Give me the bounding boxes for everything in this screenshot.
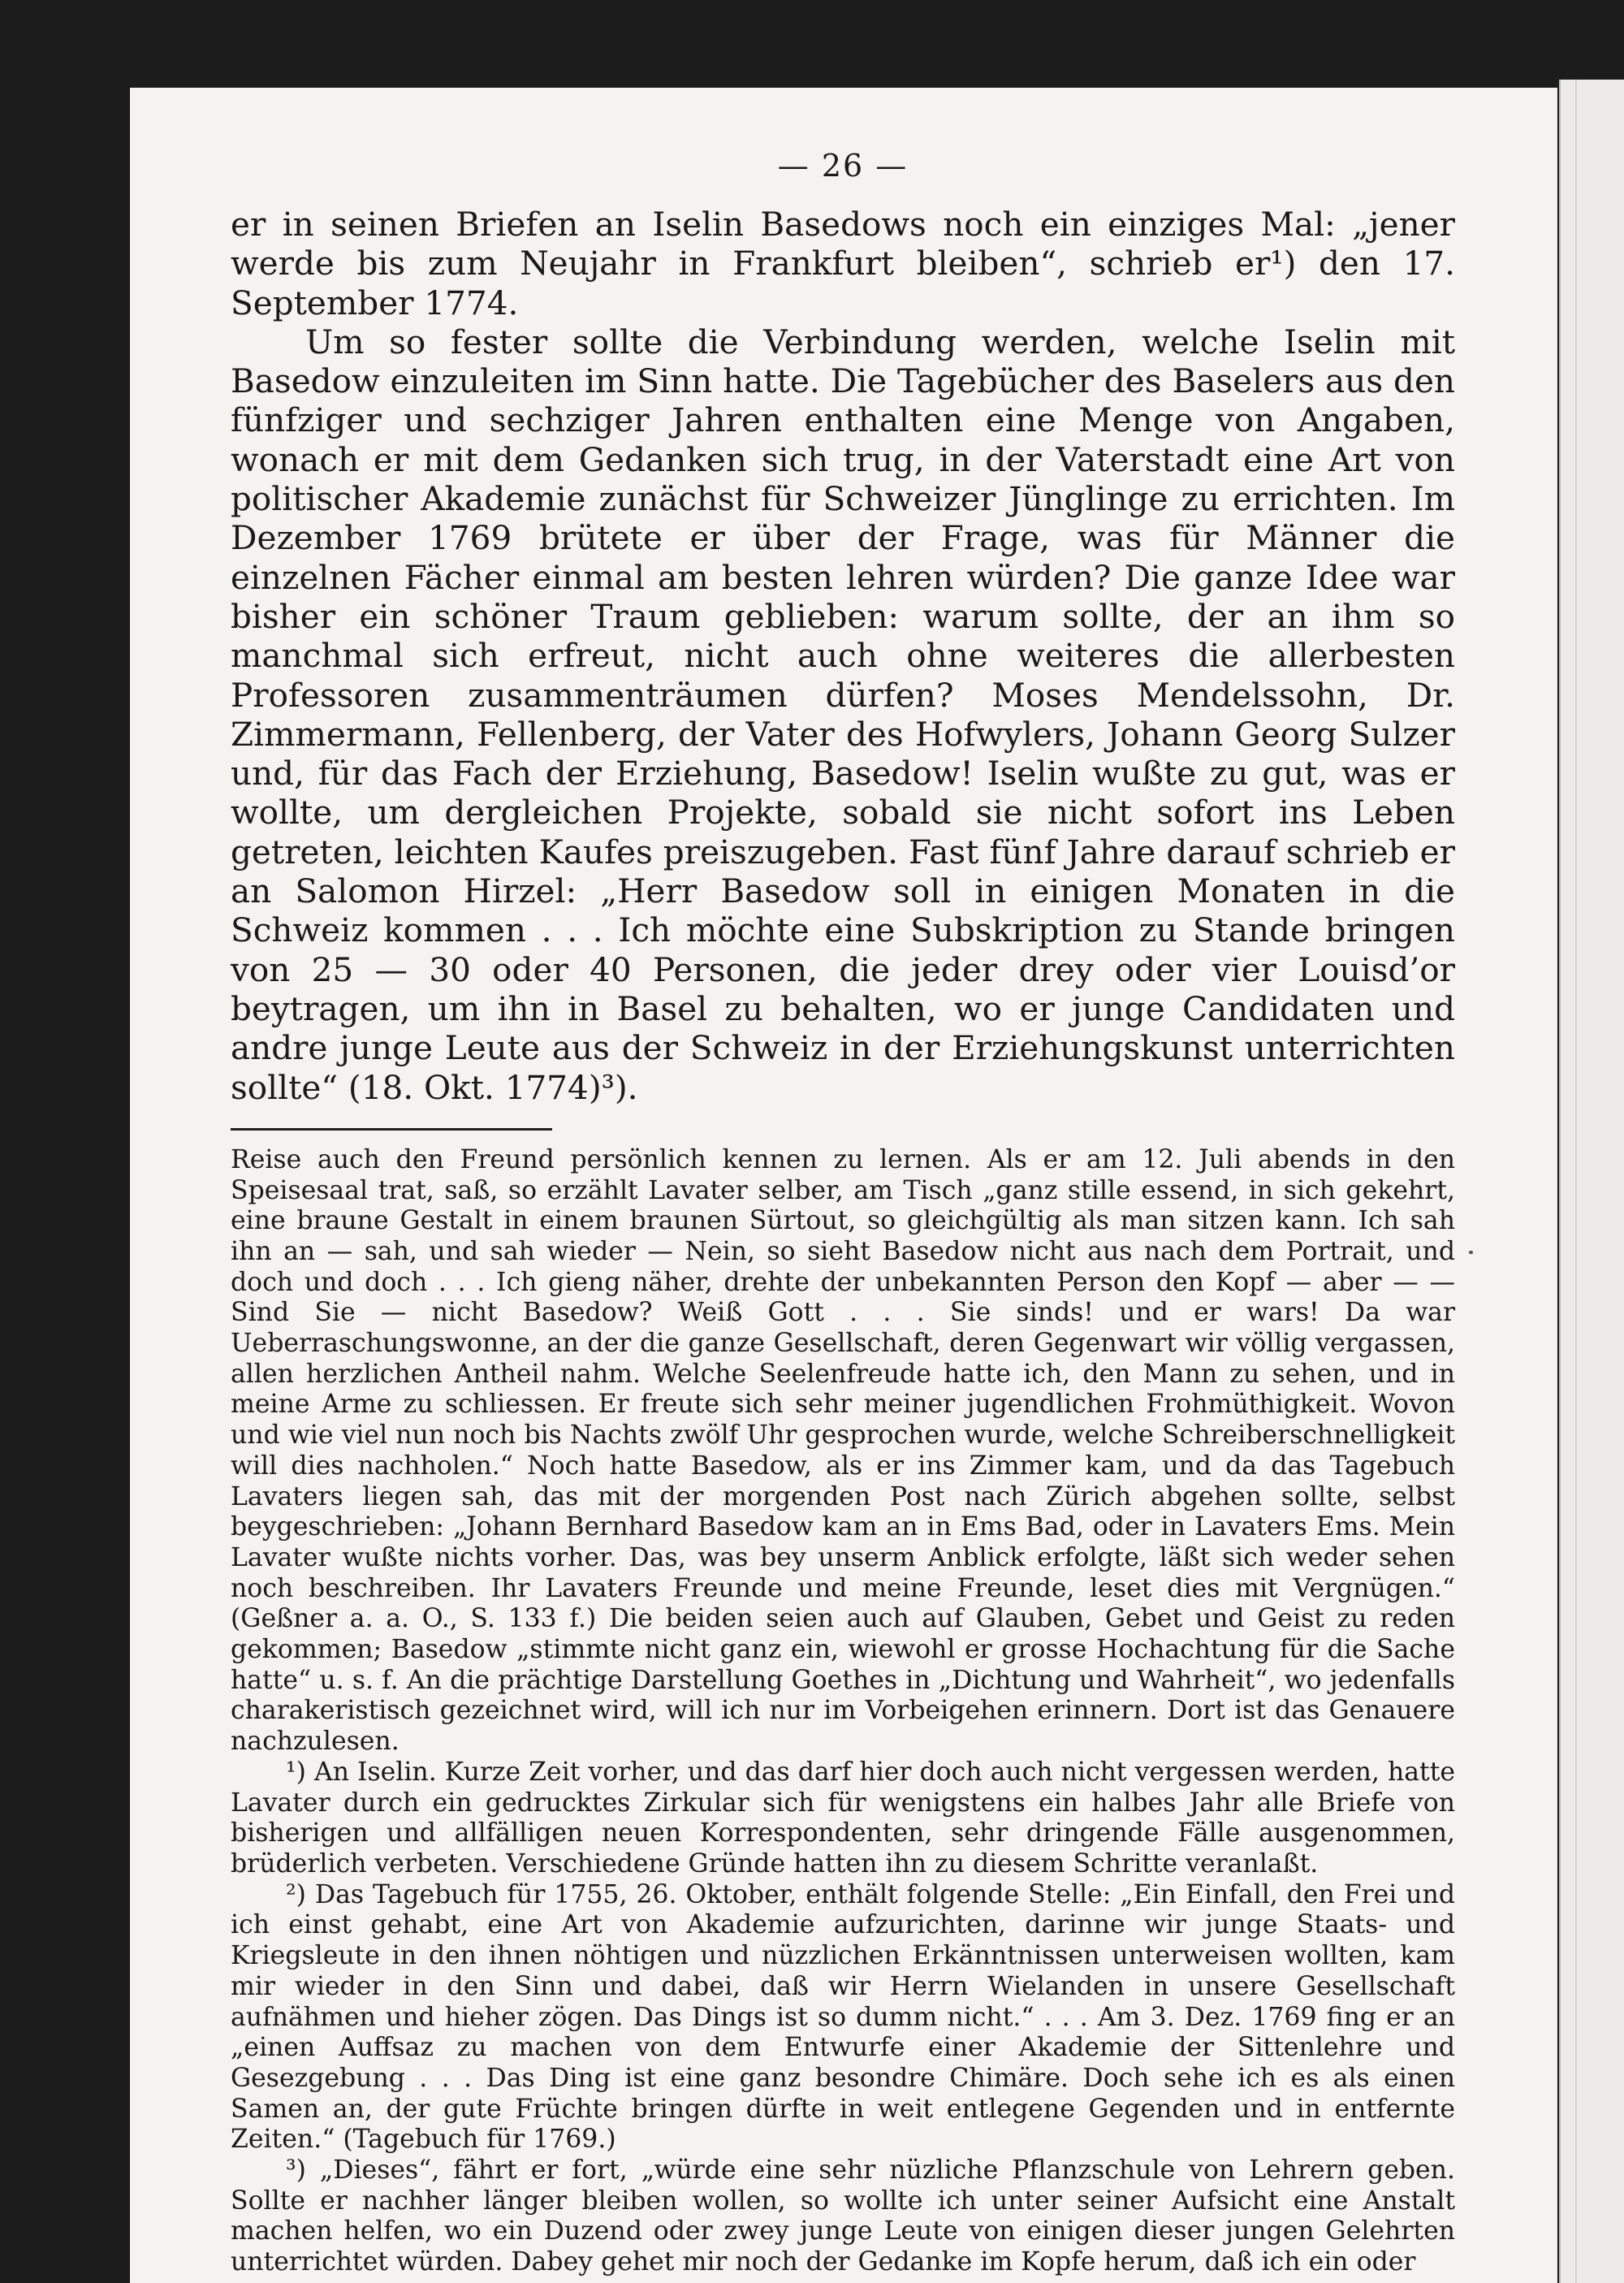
adjacent-page-edge <box>1559 80 1624 2283</box>
paragraph-iselin-akademie: Um so fester sollte die Verbindung werden, welche Iselin mit Basedow einzuleiten im Sinn hatte. Die Tagebücher des Baselers aus den fünfziger und sechziger Jahren enthalten eine Menge von Angaben, wonach er mit dem Gedanken sich trug, in der Vaterstadt eine Art von politischer Akademie zunächst für Schweizer Jünglinge zu errichten. Im Dezember 1769 brütete er über der Frage, was für Männer die einzelnen Fächer einmal am besten lehren würden? Die ganze Idee war bisher ein schöner Traum geblieben: warum sollte, der an ihm so manchmal sich erfreut, nicht auch ohne weiteres die allerbesten Professoren zusammenträumen dürfen? Moses Mendelssohn, Dr. Zimmermann, Fellenberg, der Vater des Hofwylers, Johann Georg Sulzer und, für das Fach der Erziehung, Basedow! Iselin wußte zu gut, was er wollte, um dergleichen Projekte, sobald sie nicht sofort ins Leben getreten, leichten Kaufes preiszugeben. Fast fünf Jahre darauf schrieb er an Salomon Hirzel: „Herr Basedow soll in einigen Monaten in die Schweiz kommen . . . Ich möchte eine Subskription zu Stande bringen von 25 — 30 oder 40 Personen, die jeder drey oder vier Louisd’or beytragen, um ihn in Basel zu behalten, wo er junge Candidaten und andre junge Leute aus der Schweiz in der Erziehungskunst unterrichten sollte“ (18. Okt. 1774)³). <box>231 322 1455 1107</box>
page-number: — 26 — <box>777 148 909 184</box>
paragraph-continuation: er in seinen Briefen an Iselin Basedows noch ein einziges Mal: „jener werde bis zum Neujahr in Frankfurt bleiben“, schrieb er¹) den 17. September 1774. <box>231 205 1455 322</box>
footnote-divider <box>231 1128 552 1131</box>
footnotes <box>231 1145 1455 2278</box>
footnote-1: ¹) An Iselin. Kurze Zeit vorher, und das darf hier doch auch nicht vergessen werden, hatte Lavater durch ein gedrucktes Zirkular sich für wenigstens ein halbes Jahr alle Briefe von bisherigen und allfälligen neuen Korrespondenten, sehr dringende Fälle ausgenommen, brüderlich verbeten. Verschiedene Gründe hatten ihn zu diesem Schritte veranlaßt. <box>231 1757 1455 1879</box>
ink-speck <box>1469 1251 1473 1254</box>
footnote-3: ³) „Dieses“, fährt er fort, „würde eine sehr nüzliche Pflanzschule von Lehrern geben. Sollte er nachher länger bleiben wollen, so wollte ich unter seiner Aufsicht eine Anstalt machen helfen, wo ein Duzend oder zwey junge Leute von einigen dieser jungen Gelehrten unterrichtet würden. Dabey gehet mir noch der Gedanke im Kopfe herum, daß ich ein oder <box>231 2155 1455 2277</box>
footnote-2: ²) Das Tagebuch für 1755, 26. Oktober, enthält folgende Stelle: „Ein Einfall, den Frei und ich einst gehabt, eine Art von Akademie aufzurichten, darinne wir junge Staats- und Kriegsleute in den ihnen nöhtigen und nüzzlichen Erkänntnissen unterweisen wollten, kam mir wieder in den Sinn und dabei, daß wir Herrn Wielanden in unsere Gesellschaft aufnähmen und hieher zögen. Das Dings ist so dumm nicht.“ . . . Am 3. Dez. 1769 fing er an „einen Auffsaz zu machen von dem Entwurfe einer Akademie der Sittenlehre und Gesezgebung . . . Das Ding ist eine ganz besondre Chimäre. Doch sehe ich es als einen Samen an, der gute Früchte bringen dürfte in weit entlegene Gegenden und in entfernte Zeiten.“ (Tagebuch für 1769.) <box>231 1879 1455 2155</box>
book-page <box>130 88 1557 2283</box>
footnote-continuation: Reise auch den Freund persönlich kennen zu lernen. Als er am 12. Juli abends in den Speisesaal trat, saß, so erzählt Lavater selber, am Tisch „ganz stille essend, in sich gekehrt, eine braune Gestalt in einem braunen Sürtout, so gleichgültig als man sitzen kann. Ich sah ihn an — sah, und sah wieder — Nein, so sieht Basedow nicht aus nach dem Portrait, und doch und doch . . . Ich gieng näher, drehte der unbekannten Person den Kopf — aber — — Sind Sie — nicht Basedow? Weiß Gott . . . Sie sinds! und er wars! Da war Ueberraschungswonne, an der die ganze Gesellschaft, deren Gegenwart wir völlig vergassen, allen herzlichen Antheil nahm. Welche Seelenfreude hatte ich, den Mann zu sehen, und in meine Arme zu schliessen. Er freute sich sehr meiner jugendlichen Frohmüthigkeit. Wovon und wie viel nun noch bis Nachts zwölf Uhr gesprochen wurde, welche Schreiberschnelligkeit will dies nachholen.“ Noch hatte Basedow, als er ins Zimmer kam, und da das Tagebuch Lavaters liegen sah, das mit der morgenden Post nach Zürich abgehen sollte, selbst beygeschrieben: „Johann Bernhard Basedow kam an in Ems Bad, oder in Lavaters Ems. Mein Lavater wußte nichts vorher. Das, was bey unserm Anblick erfolgte, läßt sich weder sehen noch beschreiben. Ihr Lavaters Freunde und meine Freunde, leset dies mit Vergnügen.“ (Geßner a. a. O., S. 133 f.) Die beiden seien auch auf Glauben, Gebet und Geist zu reden gekommen; Basedow „stimmte nicht ganz ein, wiewohl er grosse Hochachtung für die Sache hatte“ u. s. f. An die prächtige Darstellung Goethes in „Dichtung und Wahrheit“, wo jedenfalls charakeristisch gezeichnet wird, will ich nur im Vorbeigehen erinnern. Dort ist das Genauere nachzulesen. <box>231 1144 1455 1757</box>
main-text <box>231 205 1455 1107</box>
page-edge-line <box>1575 80 1577 2283</box>
page-content <box>231 136 1455 2278</box>
